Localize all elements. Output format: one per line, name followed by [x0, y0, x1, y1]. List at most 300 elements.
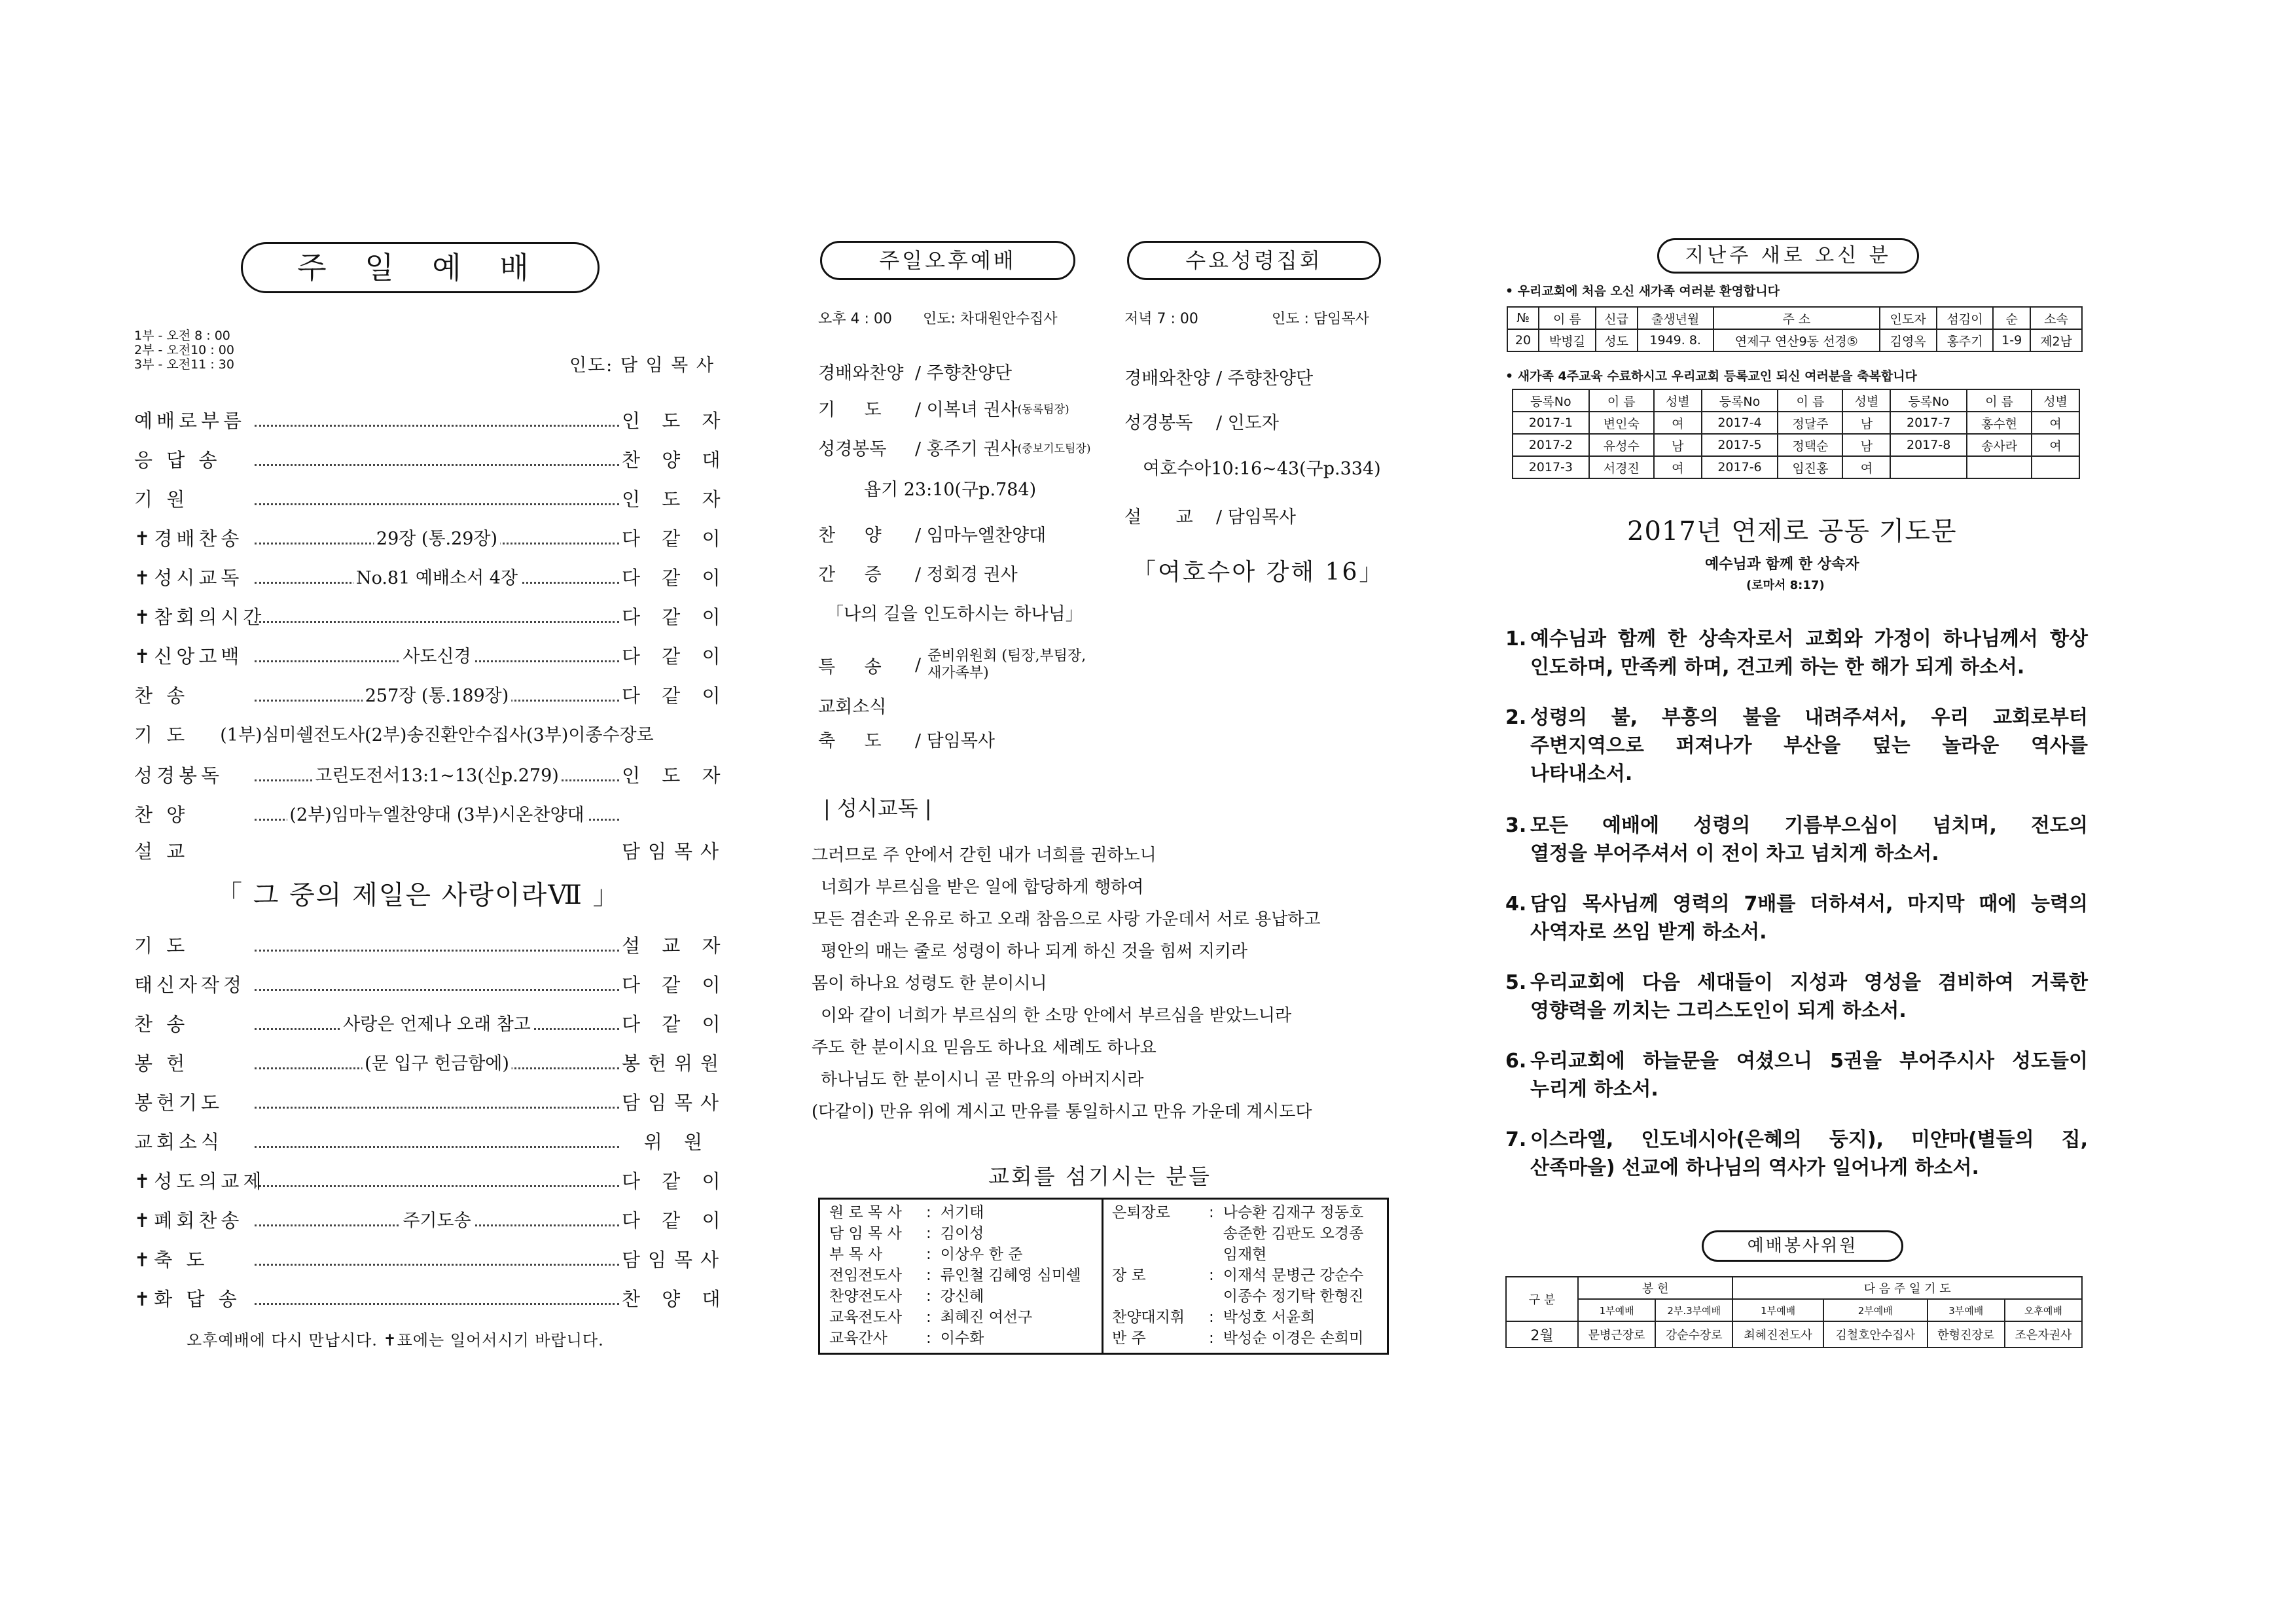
service-subheader: 오후예배	[2005, 1299, 2082, 1321]
prayer-item	[1505, 625, 2094, 681]
registration-cell: 남	[1842, 412, 1890, 434]
staff-names: 이수화	[940, 1330, 984, 1347]
order-leader: 다 같 이	[622, 974, 728, 996]
service-subheader: 3부예배	[1928, 1299, 2005, 1321]
visitors-congrats: • 새가족 4주교육 수료하시고 우리교회 등록교인 되신 여러분을 축복합니다	[1505, 369, 1917, 383]
staff-row	[1107, 1265, 1369, 1286]
prayer-subtitle: 예수님과 함께 한 상속자	[1705, 556, 1859, 573]
order-detail-text: (문 입구 헌금함에)	[362, 1049, 512, 1075]
order-detail	[255, 1204, 619, 1233]
afternoon-line-note: (동록팀장)	[1017, 403, 1069, 416]
visitors-cell: 1-9	[1993, 329, 2030, 351]
afternoon-line-label: 교회소식	[818, 697, 887, 717]
order-detail-text: 29장 (통.29장)	[374, 524, 500, 550]
staff-row	[1107, 1286, 1369, 1307]
afternoon-line-label: 찬 양	[818, 526, 893, 546]
order-detail	[255, 759, 619, 788]
order-row	[134, 1243, 727, 1272]
staff-role: 장 로	[1112, 1267, 1146, 1284]
staff-role: 찬양전도사	[829, 1288, 903, 1305]
visitors-header: 인도자	[1880, 307, 1937, 329]
prayer-item-line: 담임 목사님께 영력의 7배를 더하셔서, 마지막 때에 능력의	[1530, 893, 2088, 916]
reading-line: 하나님도 한 분이시니 곧 만유의 아버지시라	[821, 1070, 1144, 1090]
staff-colon: :	[926, 1330, 931, 1347]
service-header: 다 음 주 일 기 도	[1732, 1277, 2082, 1299]
order-row	[134, 1165, 728, 1194]
visitors-cell: 20	[1507, 329, 1539, 351]
afternoon-line-value: / 주향찬양단	[915, 363, 1013, 383]
registration-cell: 임진홍	[1778, 456, 1842, 478]
order-leader: 봉헌위원	[622, 1052, 727, 1075]
visitors-cell: 김영옥	[1880, 329, 1937, 351]
wednesday-line-value: 여호수아10:16~43(구p.334)	[1143, 459, 1381, 479]
prayer-item-line: 인도하며, 만족케 하며, 견고케 하는 한 해가 되게 하소서.	[1530, 656, 2025, 679]
prayer-item-line: 열정을 부어주셔서 이 전이 차고 넘치게 하소서.	[1530, 842, 1939, 865]
registration-cell: 변인숙	[1589, 412, 1654, 434]
order-detail	[255, 929, 619, 958]
service-subheader: 2부.3부예배	[1655, 1299, 1732, 1321]
prayer-item-line: 우리교회에 다음 세대들이 지성과 영성을 겸비하여 거룩한	[1530, 971, 2088, 994]
visitors-cell: 1949. 8.	[1638, 329, 1713, 351]
staff-divider	[1102, 1200, 1103, 1353]
order-leader: 찬 양 대	[622, 1288, 728, 1310]
order-label: ✝폐회찬송	[134, 1209, 243, 1232]
order-detail	[255, 444, 619, 473]
prayer-item-number: 2.	[1505, 706, 1527, 729]
order-detail	[255, 1243, 619, 1272]
service-row	[1506, 1321, 2082, 1347]
staff-names: 나승환 김재구 정동호	[1223, 1204, 1364, 1221]
order-row	[134, 404, 728, 433]
prayer-item-line: 산족마을) 선교에 하나님의 역사가 일어나게 하소서.	[1530, 1156, 1979, 1179]
service-cell: 강순수장로	[1655, 1321, 1732, 1347]
staff-names: 박성순 이경은 손희미	[1223, 1330, 1364, 1347]
order-detail	[255, 1283, 619, 1311]
order-label: ✝성시교독	[134, 567, 243, 589]
responsive-reading	[812, 0, 1401, 1623]
registration-cell: 2017-1	[1513, 412, 1589, 434]
order-detail-text: 사랑은 언제나 오래 참고	[340, 1010, 533, 1035]
staff-row	[1107, 1202, 1369, 1223]
afternoon-line-label: 기 도	[818, 400, 893, 420]
registration-cell: 2017-6	[1702, 456, 1778, 478]
order-detail	[255, 835, 619, 864]
order-row	[134, 1008, 728, 1037]
registration-cell: 2017-3	[1513, 456, 1589, 478]
order-detail-text: 주기도송	[400, 1206, 473, 1232]
prayer-item-line: 영향력을 끼치는 그리스도인이 되게 하소서.	[1530, 999, 1907, 1022]
wednesday-line-value: / 담임목사	[1216, 507, 1297, 527]
service-cell: 한형진장로	[1928, 1321, 2005, 1347]
afternoon-line-value: 「나의 길을 인도하시는 하나님」	[826, 604, 1083, 624]
reading-line: 너희가 부르심을 받은 일에 합당하게 행하여	[821, 878, 1144, 897]
afternoon-line-value: /	[915, 654, 922, 675]
afternoon-line-value: / 정회경 권사	[915, 565, 1018, 585]
registration-header: 등록No	[1702, 389, 1778, 412]
staff-role: 교육전도사	[829, 1309, 903, 1326]
staff-role: 담 임 목 사	[829, 1225, 902, 1242]
order-row	[134, 1126, 710, 1154]
order-leader: 담임목사	[622, 1092, 727, 1114]
order-detail	[255, 640, 619, 669]
registration-cell: 2017-7	[1890, 412, 1967, 434]
registration-cell: 정택순	[1778, 434, 1842, 456]
prayer-title: 2017년 연제로 공동 기도문	[1627, 516, 1957, 546]
order-leader: 인 도 자	[622, 764, 728, 787]
registration-cell: 송사라	[1967, 434, 2032, 456]
staff-colon	[1205, 1244, 1218, 1265]
afternoon-time: 오후 4 : 00	[818, 311, 892, 327]
order-row	[134, 969, 728, 997]
staff-role: 교육간사	[829, 1330, 888, 1347]
registration-cell: 서경진	[1589, 456, 1654, 478]
staff-role: 반 주	[1112, 1330, 1146, 1347]
staff-names: 최혜진 여선구	[940, 1309, 1033, 1326]
service-subheader: 2부예배	[1823, 1299, 1928, 1321]
visitors-header: №	[1507, 307, 1539, 329]
order-row	[134, 798, 710, 827]
reading-line: (다같이) 만유 위에 계시고 만유를 통일하시고 만유 가운데 계시도다	[812, 1102, 1312, 1122]
afternoon-line-label: 간 증	[818, 565, 893, 585]
prayer-item-line: 사역자로 쓰임 받게 하소서.	[1530, 921, 1767, 944]
registration-cell: 홍수현	[1967, 412, 2032, 434]
registration-cell: 2017-4	[1702, 412, 1778, 434]
order-row	[134, 719, 710, 747]
service-title: 예배봉사위원	[1702, 1230, 1903, 1262]
staff-row	[824, 1244, 1086, 1265]
order-row	[134, 1086, 727, 1115]
prayer-ref: (로마서 8:17)	[1746, 579, 1825, 592]
registration-header: 등록No	[1513, 389, 1589, 412]
reading-line: 이와 같이 너희가 부르심의 한 소망 안에서 부르심을 받았느니라	[821, 1006, 1292, 1026]
afternoon-note-text: 준비위원회 (팀장,부팀장,새가족부)	[927, 648, 1086, 681]
staff-left	[824, 1202, 1086, 1349]
visitors-header: 소속	[2030, 307, 2082, 329]
reading-line: 평안의 매는 줄로 성령이 하나 되게 하신 것을 힘써 지키라	[821, 942, 1248, 961]
staff-colon: :	[1209, 1267, 1214, 1284]
order-detail	[220, 719, 654, 747]
sunday-title: 주 일 예 배	[241, 242, 600, 293]
reading-line: 그러므로 주 안에서 갇힌 내가 너희를 권하노니	[812, 846, 1157, 865]
order-label: 기 도	[134, 935, 189, 957]
visitors-header: 출생년월	[1638, 307, 1713, 329]
service-header: 봉 헌	[1578, 1277, 1732, 1299]
order-row	[134, 1204, 728, 1233]
service-cell: 최혜진전도사	[1732, 1321, 1823, 1347]
wednesday-title: 수요성령집회	[1127, 241, 1381, 280]
order-leader: 다 같 이	[622, 685, 728, 707]
order-detail-text: 257장 (통.189장)	[363, 681, 512, 707]
reading-line: 몸이 하나요 성령도 한 분이시니	[812, 974, 1047, 993]
sunday-order-1	[134, 0, 728, 1623]
order-detail	[255, 1008, 619, 1037]
staff-colon	[1205, 1223, 1218, 1244]
prayer-item-line: 모든 예배에 성령의 기름부으심이 넘치며, 전도의	[1530, 814, 2088, 837]
order-leader: 다 같 이	[622, 527, 728, 550]
afternoon-line-label: 축 도	[818, 731, 893, 751]
order-label: ✝경배찬송	[134, 527, 243, 550]
prayer-item	[1505, 812, 2094, 868]
order-label: ✝화 답 송	[134, 1288, 241, 1310]
staff-role: 찬양대지휘	[1112, 1309, 1185, 1326]
order-leader: 인 도 자	[622, 410, 728, 432]
registration-cell: 2017-2	[1513, 434, 1589, 456]
service-month: 2월	[1506, 1321, 1578, 1347]
prayer-item	[1505, 890, 2094, 946]
service-table	[1505, 1276, 2083, 1348]
staff-colon: :	[926, 1267, 931, 1284]
registration-cell: 유성수	[1589, 434, 1654, 456]
afternoon-line-note: (중보기도팀장)	[1017, 442, 1091, 455]
staff-colon: :	[926, 1309, 931, 1326]
registration-cell: 2017-5	[1702, 434, 1778, 456]
order-label: 성경봉독	[134, 764, 224, 787]
order-label: 봉 헌	[134, 1052, 189, 1075]
order-detail-text: 사도신경	[400, 642, 473, 668]
registration-cell: 남	[1654, 434, 1702, 456]
staff-names: 이종수 정기탁 한형진	[1223, 1288, 1364, 1305]
prayer-item-number: 1.	[1505, 628, 1527, 651]
prayer-item-line: 성령의 불, 부흥의 불을 내려주셔서, 우리 교회로부터	[1530, 706, 2088, 729]
order-detail	[255, 522, 619, 551]
visitors-cell: 연제구 연산9동 선경⑤	[1713, 329, 1880, 351]
registration-cell: 여	[2032, 412, 2079, 434]
prayer-item-line: 나타내소서.	[1530, 762, 1633, 785]
reading-line: 주도 한 분이시요 믿음도 하나요 세례도 하나요	[812, 1038, 1157, 1058]
prayer-item-line: 주변지역으로 퍼져나가 부산을 덮는 놀라운 역사를	[1530, 734, 2088, 757]
sunday-times: 1부 - 오전 8 : 00 2부 - 오전10 : 00 3부 - 오전11 : 30	[134, 329, 234, 372]
order-leader: 다 같 이	[622, 1013, 728, 1035]
service-subheader-row	[1506, 1299, 2082, 1321]
order-detail	[255, 601, 619, 630]
staff-row	[824, 1202, 1086, 1223]
staff-colon: :	[926, 1204, 931, 1221]
staff-names: 김이성	[940, 1225, 984, 1242]
order-row	[134, 601, 728, 630]
order-detail	[255, 1047, 619, 1076]
afternoon-leader: 인도: 차대원안수집사	[923, 311, 1058, 327]
registration-cell: 여	[2032, 434, 2079, 456]
staff-colon: :	[926, 1288, 931, 1305]
order-detail-text: 고린도전서13:1~13(신p.279)	[312, 761, 562, 787]
prayer-item	[1505, 1126, 2094, 1182]
staff-colon	[1205, 1286, 1218, 1307]
order-row	[134, 562, 728, 590]
order-detail	[255, 483, 619, 512]
staff-role	[1107, 1244, 1205, 1265]
service-header-row	[1506, 1277, 2082, 1299]
wednesday-line-label: 경배와찬양	[1124, 368, 1210, 389]
wednesday-time: 저녁 7 : 00	[1124, 311, 1198, 327]
service-cell: 김철호안수집사	[1823, 1321, 1928, 1347]
prayer-item-number: 4.	[1505, 893, 1527, 916]
staff-row	[1107, 1307, 1369, 1328]
order-row	[134, 444, 728, 473]
visitors-cell: 박병길	[1539, 329, 1596, 351]
visitors-welcome: • 우리교회에 처음 오신 새가족 여러분 환영합니다	[1505, 284, 1780, 298]
staff-row	[824, 1307, 1086, 1328]
order-detail	[255, 969, 619, 997]
wednesday-line-value: / 인도자	[1216, 413, 1279, 433]
order-row	[134, 929, 728, 958]
order-leader: 다 같 이	[622, 645, 728, 668]
order-detail	[255, 1165, 619, 1194]
order-row	[134, 522, 728, 551]
staff-box	[818, 1198, 1389, 1355]
visitors-cell: 홍주기	[1937, 329, 1994, 351]
staff-role: 원 로 목 사	[829, 1204, 902, 1221]
staff-role: 은퇴장로	[1112, 1204, 1170, 1221]
staff-names: 박성호 서윤희	[1223, 1309, 1316, 1326]
service-subheader: 1부예배	[1732, 1299, 1823, 1321]
staff-names: 이재석 문병근 강순수	[1223, 1267, 1364, 1284]
reading-line: 모든 겸손과 온유로 하고 오래 참음으로 사랑 가운데서 서로 용납하고	[812, 910, 1321, 929]
order-detail	[255, 562, 619, 590]
staff-names: 송준한 김판도 오경종	[1223, 1225, 1364, 1242]
staff-names: 임재현	[1223, 1246, 1267, 1263]
staff-row	[1107, 1328, 1369, 1349]
staff-title: 교회를 섬기시는 분들	[988, 1164, 1211, 1189]
registration-header: 이 름	[1967, 389, 2032, 412]
order-label: 예배로부름	[134, 410, 246, 432]
staff-right	[1107, 1202, 1369, 1349]
order-leader: 다 같 이	[622, 1170, 728, 1192]
staff-row	[824, 1223, 1086, 1244]
registration-cell: 정달주	[1778, 412, 1842, 434]
order-label: 찬 양	[134, 804, 189, 826]
order-label: 봉헌기도	[134, 1092, 224, 1114]
visitors-header: 이 름	[1539, 307, 1596, 329]
registration-header: 성별	[1842, 389, 1890, 412]
order-label: ✝신앙고백	[134, 645, 243, 668]
order-row	[134, 640, 728, 669]
visitors-title: 지난주 새로 오신 분	[1657, 238, 1919, 274]
order-detail-text: (1부)심미쉘전도사(2부)송진환안수집사(3부)이종수장로	[217, 721, 656, 746]
afternoon-title: 주일오후예배	[820, 241, 1075, 280]
registration-cell: 여	[1654, 456, 1702, 478]
order-row	[134, 1283, 728, 1311]
order-row	[134, 759, 728, 788]
registration-header: 이 름	[1778, 389, 1842, 412]
order-row	[134, 483, 728, 512]
afternoon-line-value: / 홍주기 권사	[915, 439, 1018, 459]
registration-cell: 여	[1654, 412, 1702, 434]
staff-colon: :	[1209, 1330, 1214, 1347]
order-leader: 다 같 이	[622, 567, 728, 589]
visitors-header: 순	[1993, 307, 2030, 329]
order-label: 찬 송	[134, 685, 189, 707]
prayer-item-line: 우리교회에 하늘문을 여셨으니 5권을 부어주시사 성도들이	[1530, 1050, 2088, 1073]
service-cell: 문병근장로	[1578, 1321, 1655, 1347]
staff-row	[824, 1328, 1086, 1349]
prayer-item-number: 7.	[1505, 1128, 1527, 1151]
registration-cell: 남	[1842, 434, 1890, 456]
order-leader: 인 도 자	[622, 488, 728, 510]
wednesday-line-label: 성경봉독	[1124, 413, 1193, 433]
order-row	[134, 1047, 727, 1076]
staff-names: 류인철 김혜영 심미쉘	[940, 1267, 1081, 1284]
order-detail	[255, 1086, 619, 1115]
afternoon-line-label: 성경봉독	[818, 439, 887, 459]
order-label: 기 원	[134, 488, 189, 510]
order-detail	[255, 798, 619, 827]
wednesday-line-label: 설 교	[1124, 507, 1208, 527]
order-row	[134, 835, 727, 864]
order-leader: 다 같 이	[622, 606, 728, 628]
staff-names: 강신혜	[940, 1288, 984, 1305]
visitors-header: 주 소	[1713, 307, 1880, 329]
wednesday-line-value: / 주향찬양단	[1216, 368, 1314, 389]
registration-header: 성별	[1654, 389, 1702, 412]
order-leader: 담임목사	[622, 840, 727, 863]
order-detail-text: No.81 예배소서 4장	[353, 563, 520, 589]
staff-role	[1107, 1286, 1205, 1307]
sermon-title: 「 그 중의 제일은 사랑이라Ⅶ 」	[216, 880, 620, 910]
staff-row	[1107, 1244, 1369, 1265]
prayer-item-number: 6.	[1505, 1050, 1527, 1073]
service-header: 구 분	[1506, 1277, 1578, 1321]
order-label: ✝성도의교제	[134, 1170, 266, 1192]
staff-role: 전임전도사	[829, 1267, 903, 1284]
registration-header: 이 름	[1589, 389, 1654, 412]
staff-colon: :	[1209, 1204, 1214, 1221]
registration-header: 성별	[2032, 389, 2079, 412]
staff-role: 부 목 사	[829, 1246, 883, 1263]
registration-cell: 여	[1842, 456, 1890, 478]
afternoon-line-value: / 이복녀 권사	[915, 400, 1018, 420]
prayer-item-line: 이스라엘, 인도네시아(은혜의 둥지), 미얀마(별들의 집,	[1530, 1128, 2088, 1151]
prayer-item	[1505, 704, 2094, 788]
order-label: 찬 송	[134, 1013, 189, 1035]
prayer-item-number: 5.	[1505, 971, 1527, 994]
afternoon-line-value: 욥기 23:10(구p.784)	[864, 480, 1037, 500]
prayer-item	[1505, 1047, 2094, 1103]
afternoon-line-value: / 임마누엘찬양대	[915, 526, 1047, 546]
registration-cell: 2017-8	[1890, 434, 1967, 456]
prayer-item-number: 3.	[1505, 814, 1527, 837]
order-leader: 담임목사	[622, 1249, 727, 1271]
visitors-cell: 성도	[1596, 329, 1638, 351]
prayer-item	[1505, 969, 2094, 1025]
staff-names: 서기태	[940, 1204, 984, 1221]
registration-header: 등록No	[1890, 389, 1967, 412]
service-subheader: 1부예배	[1578, 1299, 1655, 1321]
prayer-item-line: 누리게 하소서.	[1530, 1078, 1659, 1101]
visitors-header: 신급	[1596, 307, 1638, 329]
staff-colon: :	[926, 1246, 931, 1263]
order-label: 기 도	[134, 724, 189, 746]
order-label: 설 교	[134, 840, 189, 863]
order-leader: 찬 양 대	[622, 449, 728, 471]
order-label: 응 답 송	[134, 449, 221, 471]
afternoon-line-label: 경배와찬양	[818, 363, 904, 383]
staff-names: 이상우 한 준	[940, 1246, 1023, 1263]
sunday-leader: 인도: 담 임 목 사	[569, 355, 715, 376]
responsive-title: | 성시교독 |	[823, 796, 932, 821]
order-leader: 설 교 자	[622, 935, 728, 957]
prayer-list	[1505, 0, 2094, 1623]
order-detail	[255, 679, 619, 708]
order-row	[134, 679, 728, 708]
visitors-cell: 제2남	[2030, 329, 2082, 351]
wednesday-sermon: 「여호수아 강해 16」	[1132, 559, 1385, 586]
staff-row	[824, 1286, 1086, 1307]
order-label: ✝축 도	[134, 1249, 209, 1271]
staff-row	[824, 1265, 1086, 1286]
order-label: 교회소식	[134, 1131, 224, 1153]
order-leader: 위 원	[643, 1131, 710, 1153]
order-detail	[255, 404, 619, 433]
